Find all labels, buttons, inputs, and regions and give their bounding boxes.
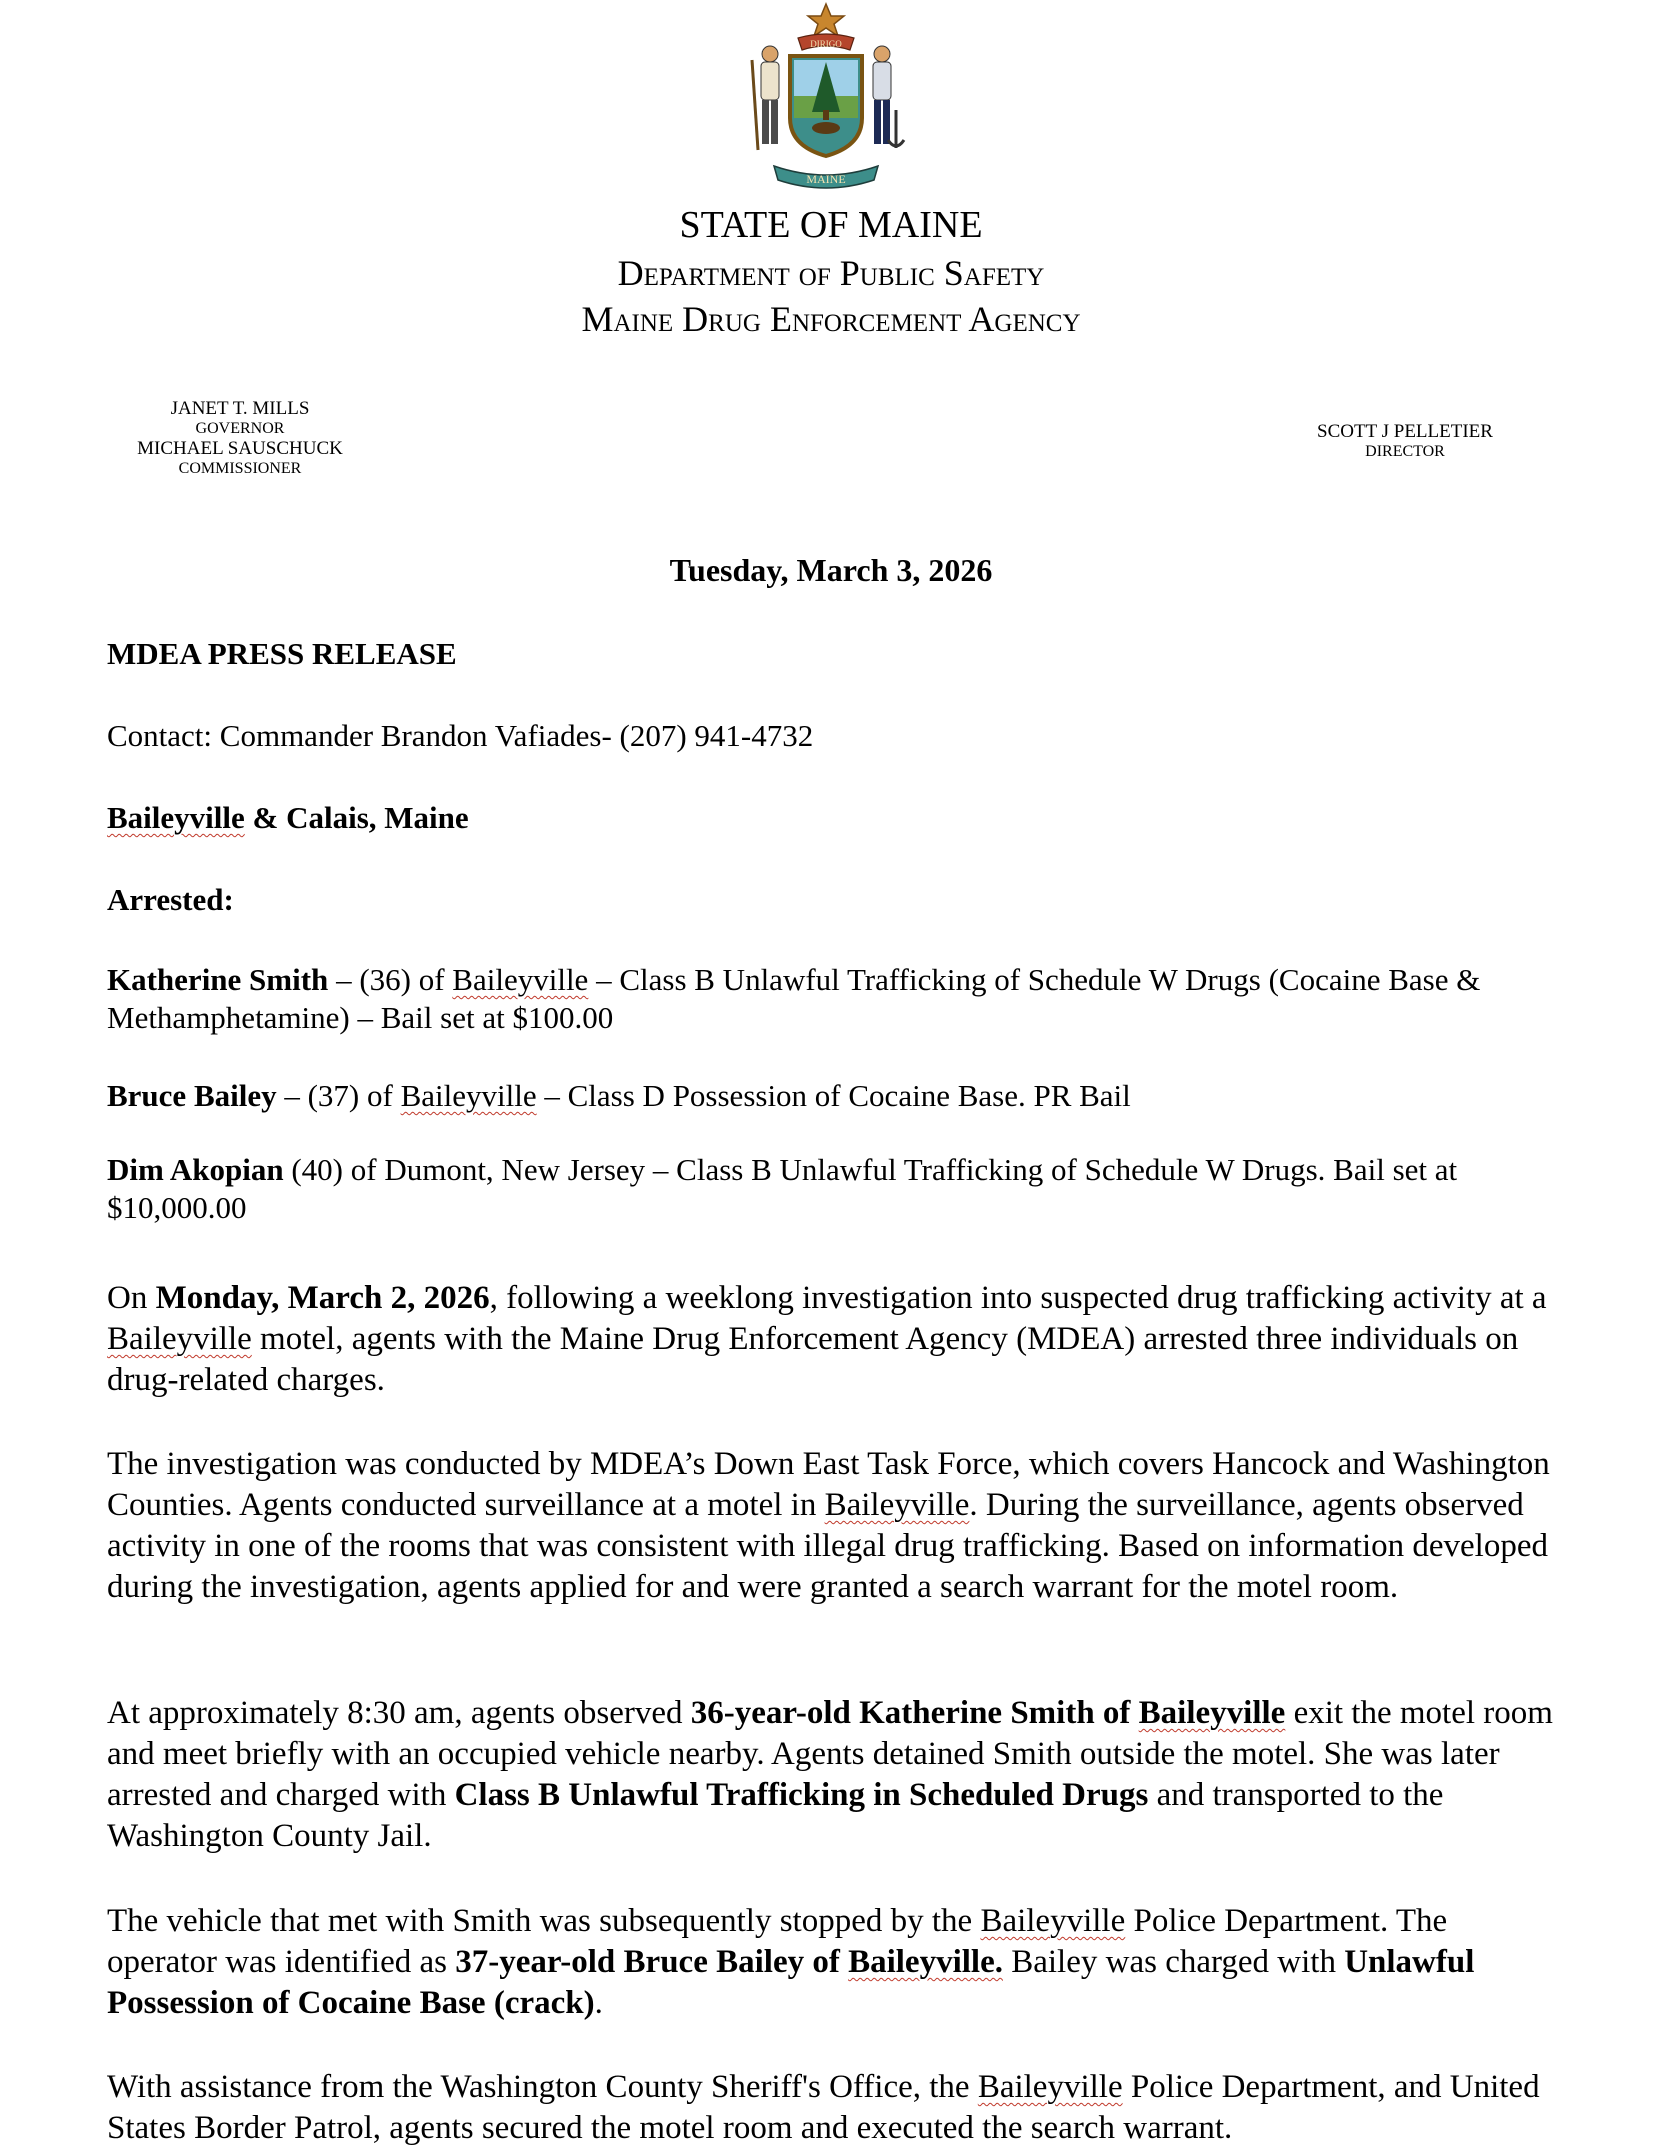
location-town: Baileyville: [107, 800, 245, 835]
seal-farmer-figure: [752, 46, 779, 150]
release-title: MDEA PRESS RELEASE: [107, 636, 457, 671]
arrest-entry: Katherine Smith – (36) of Baileyville – Class B Unlawful Trafficking of Schedule W Drugs (Cocaine Base & Methamphetamine) – Bail set at $100.00: [107, 962, 1481, 1035]
arrest-entry: Bruce Bailey – (37) of Baileyville – Class D Possession of Cocaine Base. PR Bail: [107, 1078, 1131, 1113]
director-title: DIRECTOR: [1365, 442, 1445, 460]
department-title: Department of Public Safety: [617, 253, 1045, 293]
paragraph-3: At approximately 8:30 am, agents observed 36-year-old Katherine Smith of Baileyville exit the motel room and meet briefly with an occupied vehicle nearby. Agents detained Smith outside the motel. She was later arrested and charged with Class B Unlawful Trafficking in Scheduled Drugs and transported to the Washington County Jail.: [107, 1695, 1553, 1854]
governor-title: GOVERNOR: [195, 419, 285, 437]
location-line: Baileyville & Calais, Maine: [107, 800, 469, 835]
seal-star: [808, 4, 844, 36]
svg-text:DIRIGO: DIRIGO: [810, 39, 842, 49]
paragraph-4: The vehicle that met with Smith was subsequently stopped by the Baileyville Police Department. The operator was identified as 37-year-old Bruce Bailey of Baileyville. Bailey was charged with Unlawful Possession of Cocaine Base (crack).: [107, 1903, 1475, 2021]
release-date: Tuesday, March 3, 2026: [669, 552, 993, 588]
officials-right: [1280, 421, 1530, 461]
commissioner-name: MICHAEL SAUSCHUCK: [137, 438, 343, 460]
contact-line: Contact: Commander Brandon Vafiades- (207) 941-4732: [107, 718, 814, 753]
arrested-heading: Arrested:: [107, 882, 234, 917]
director-name: SCOTT J PELLETIER: [1317, 421, 1493, 442]
state-title: STATE OF MAINE: [679, 204, 983, 246]
agency-title: Maine Drug Enforcement Agency: [581, 299, 1081, 339]
paragraph-5: With assistance from the Washington County Sheriff's Office, the Baileyville Police Department, and United States Border Patrol, agents secured the motel room and executed the search warrant.: [107, 2069, 1540, 2146]
seal-moose: [812, 122, 840, 134]
seal-sailor-figure: [873, 46, 904, 148]
commissioner-title: COMMISSIONER: [178, 460, 302, 478]
state-of-maine-seal: [728, 0, 924, 196]
svg-text:MAINE: MAINE: [806, 172, 846, 186]
paragraph-2: The investigation was conducted by MDEA’s Down East Task Force, which covers Hancock and Washington Counties. Agents conducted surveillance at a motel in Baileyville. During the surveillance, agents observed activity in one of the rooms that was consistent with illegal drug trafficking. Based on information developed during the investigation, agents applied for and were granted a search warrant for the motel room.: [107, 1446, 1550, 1605]
paragraph-1: On Monday, March 2, 2026, following a weeklong investigation into suspected drug trafficking activity at a Baileyville motel, agents with the Maine Drug Enforcement Agency (MDEA) arrested three individuals on drug-related charges.: [107, 1280, 1547, 1398]
officials-left: [110, 398, 370, 478]
arrest-entry: Dim Akopian (40) of Dumont, New Jersey – Class B Unlawful Trafficking of Schedule W Drugs. Bail set at $10,000.00: [107, 1152, 1458, 1225]
governor-name: JANET T. MILLS: [170, 398, 310, 419]
